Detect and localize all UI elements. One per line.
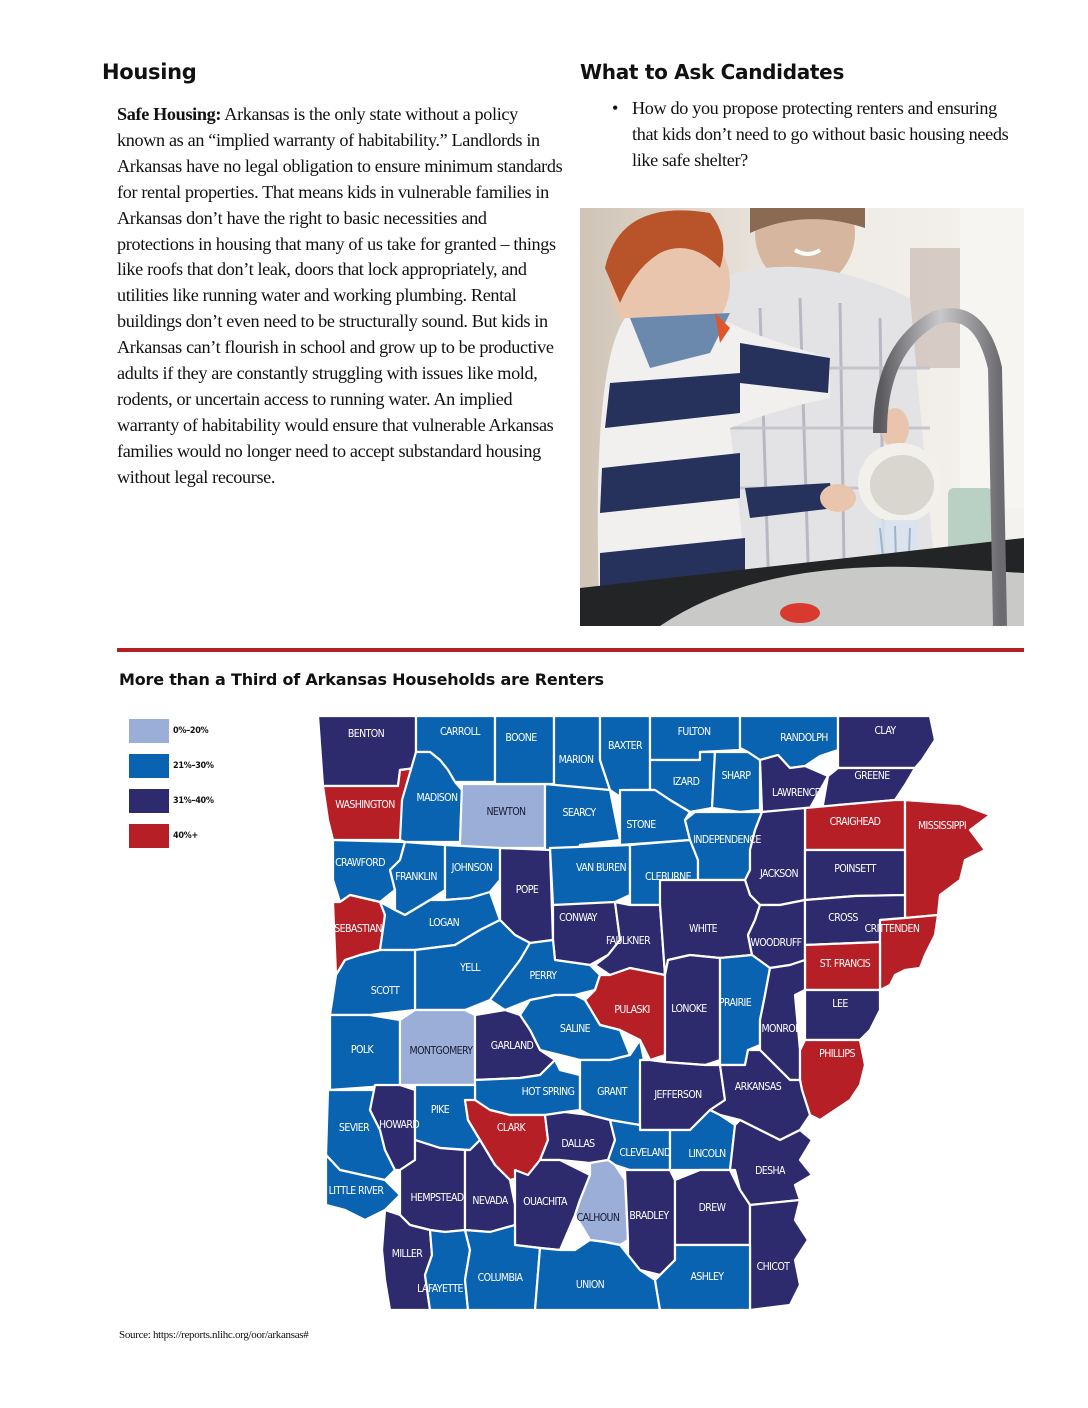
legend-swatch (129, 754, 169, 778)
svg-text:CLAY: CLAY (874, 725, 896, 737)
svg-text:SALINE: SALINE (559, 1023, 591, 1035)
section-divider (117, 648, 1024, 652)
svg-text:GRANT: GRANT (597, 1086, 627, 1098)
svg-text:NEWTON: NEWTON (486, 806, 526, 818)
svg-text:DALLAS: DALLAS (561, 1138, 595, 1150)
county-lafayette (425, 1230, 470, 1310)
legend-swatch (129, 789, 169, 813)
map-title: More than a Third of Arkansas Households are Renters (119, 670, 604, 689)
county-vanburen (550, 845, 630, 905)
legend-label: 31%–40% (173, 796, 214, 806)
svg-text:INDEPENDENCE: INDEPENDENCE (693, 834, 761, 846)
county-chicot (750, 1200, 808, 1310)
svg-text:PERRY: PERRY (529, 970, 557, 982)
svg-text:LINCOLN: LINCOLN (688, 1148, 726, 1160)
svg-text:SHARP: SHARP (721, 770, 751, 782)
svg-text:PHILLIPS: PHILLIPS (819, 1048, 855, 1060)
svg-text:MONROE: MONROE (761, 1023, 801, 1035)
svg-text:HOT SPRING: HOT SPRING (521, 1086, 575, 1098)
svg-text:MILLER: MILLER (391, 1248, 423, 1260)
svg-text:CRAWFORD: CRAWFORD (335, 857, 385, 869)
county-clay (838, 716, 935, 768)
svg-text:MONTGOMERY: MONTGOMERY (409, 1045, 473, 1057)
legend-label: 40%+ (173, 831, 198, 841)
source-citation: Source: https://reports.nlihc.org/oor/arkansas# (119, 1329, 309, 1341)
section-title-housing: Housing (102, 60, 197, 84)
legend-label: 21%–30% (173, 761, 214, 771)
svg-text:POPE: POPE (515, 884, 539, 896)
svg-text:NEVADA: NEVADA (472, 1195, 508, 1207)
svg-text:STONE: STONE (626, 819, 656, 831)
svg-text:FAULKNER: FAULKNER (605, 935, 651, 947)
svg-text:LOGAN: LOGAN (428, 917, 460, 929)
svg-text:JEFFERSON: JEFFERSON (654, 1089, 702, 1101)
svg-text:SEVIER: SEVIER (338, 1122, 370, 1134)
svg-text:CLARK: CLARK (496, 1122, 526, 1134)
svg-text:DESHA: DESHA (755, 1165, 785, 1177)
svg-text:LITTLE RIVER: LITTLE RIVER (328, 1185, 384, 1197)
svg-text:POINSETT: POINSETT (834, 863, 876, 875)
svg-text:WHITE: WHITE (689, 923, 717, 935)
svg-text:POLK: POLK (350, 1044, 374, 1056)
svg-text:RANDOLPH: RANDOLPH (780, 732, 828, 744)
legend-item (129, 789, 214, 813)
svg-text:SEARCY: SEARCY (562, 807, 596, 819)
svg-text:CALHOUN: CALHOUN (576, 1212, 620, 1224)
county-sharp (712, 752, 760, 812)
svg-text:CONWAY: CONWAY (559, 912, 597, 924)
svg-text:HOWARD: HOWARD (378, 1119, 420, 1131)
legend-swatch (129, 719, 169, 743)
svg-text:LAWRENCE: LAWRENCE (771, 787, 821, 799)
svg-text:BOONE: BOONE (505, 732, 537, 744)
svg-text:HEMPSTEAD: HEMPSTEAD (410, 1192, 464, 1204)
svg-text:VAN BUREN: VAN BUREN (576, 862, 626, 874)
svg-text:FRANKLIN: FRANKLIN (395, 871, 437, 883)
svg-text:BAXTER: BAXTER (608, 740, 642, 752)
svg-text:BRADLEY: BRADLEY (629, 1210, 669, 1222)
svg-text:IZARD: IZARD (672, 776, 700, 788)
list-item (612, 96, 1012, 174)
county-poinsett (805, 850, 905, 900)
svg-text:WOODRUFF: WOODRUFF (750, 937, 802, 949)
section-title-ask-candidates: What to Ask Candidates (580, 60, 845, 84)
legend-item (129, 824, 214, 848)
lead-safe-housing: Safe Housing: (117, 104, 222, 124)
svg-text:WASHINGTON: WASHINGTON (335, 799, 395, 811)
svg-text:CLEBURNE: CLEBURNE (644, 871, 692, 883)
photo-boy-washing-mug (580, 208, 1024, 626)
svg-text:JACKSON: JACKSON (760, 868, 798, 880)
svg-text:CRITTENDEN: CRITTENDEN (864, 923, 920, 935)
svg-text:SCOTT: SCOTT (370, 985, 400, 997)
svg-text:LEE: LEE (832, 998, 848, 1010)
svg-text:FULTON: FULTON (677, 726, 711, 738)
svg-text:ASHLEY: ASHLEY (690, 1271, 724, 1283)
svg-text:CARROLL: CARROLL (440, 726, 480, 738)
legend-label: 0%–20% (173, 726, 209, 736)
svg-text:UNION: UNION (575, 1279, 605, 1291)
svg-text:CRAIGHEAD: CRAIGHEAD (829, 816, 881, 828)
svg-text:GREENE: GREENE (854, 770, 890, 782)
svg-text:PIKE: PIKE (430, 1104, 450, 1116)
county-boone (495, 716, 554, 784)
svg-text:MARION: MARION (558, 754, 594, 766)
svg-text:LONOKE: LONOKE (671, 1003, 707, 1015)
map-legend (129, 719, 214, 859)
svg-text:MISSISSIPPI: MISSISSIPPI (917, 820, 967, 832)
housing-paragraph (117, 102, 567, 491)
bullet-icon: • (612, 98, 619, 118)
legend-item (129, 754, 214, 778)
ask-candidates-list (612, 96, 1012, 174)
svg-text:COLUMBIA: COLUMBIA (477, 1272, 523, 1284)
arkansas-county-map (300, 700, 1000, 1320)
housing-body-text: Arkansas is the only state without a policy known as an “implied warranty of habitability.” Landlords in Arkansas have no legal obligation to ensure minimum standards for rental properties. That means kids in vulnerable families in Arkansas don’t have the right to basic necessities and protections in housing that many of us take for granted – things like roofs that don’t leak, doors that lock appropriately, and utilities like running water and working plumbing. Rental buildings don’t even need to be structurally sound. But kids in Arkansas can’t flourish in school and grow up to be productive adults if they are constantly struggling with issues like mold, rodents, or uncertain access to running water. An implied warranty of habitability would ensure that vulnerable Arkansas families would no longer need to accept substandard housing without legal recourse. (117, 104, 563, 487)
svg-text:OUACHITA: OUACHITA (523, 1196, 567, 1208)
county-mississippi (905, 800, 990, 918)
svg-text:JOHNSON: JOHNSON (451, 862, 493, 874)
svg-text:SEBASTIAN: SEBASTIAN (334, 923, 382, 935)
svg-text:BENTON: BENTON (347, 728, 385, 740)
svg-text:PULASKI: PULASKI (614, 1004, 650, 1016)
svg-text:ST. FRANCIS: ST. FRANCIS (819, 958, 871, 970)
svg-text:ARKANSAS: ARKANSAS (734, 1081, 782, 1093)
svg-text:CLEVELAND: CLEVELAND (619, 1147, 671, 1159)
legend-swatch (129, 824, 169, 848)
svg-text:MADISON: MADISON (416, 792, 458, 804)
photo-illustration (580, 208, 1024, 626)
svg-text:GARLAND: GARLAND (490, 1040, 534, 1052)
svg-text:YELL: YELL (460, 962, 480, 974)
svg-text:CROSS: CROSS (828, 912, 858, 924)
question-text: How do you propose protecting renters and ensuring that kids don’t need to go without basic housing needs like safe shelter? (632, 98, 1009, 170)
svg-text:PRAIRIE: PRAIRIE (718, 997, 752, 1009)
legend-item (129, 719, 214, 743)
svg-text:CHICOT: CHICOT (756, 1261, 790, 1273)
svg-text:LAFAYETTE: LAFAYETTE (417, 1283, 463, 1295)
svg-text:DREW: DREW (698, 1202, 726, 1214)
